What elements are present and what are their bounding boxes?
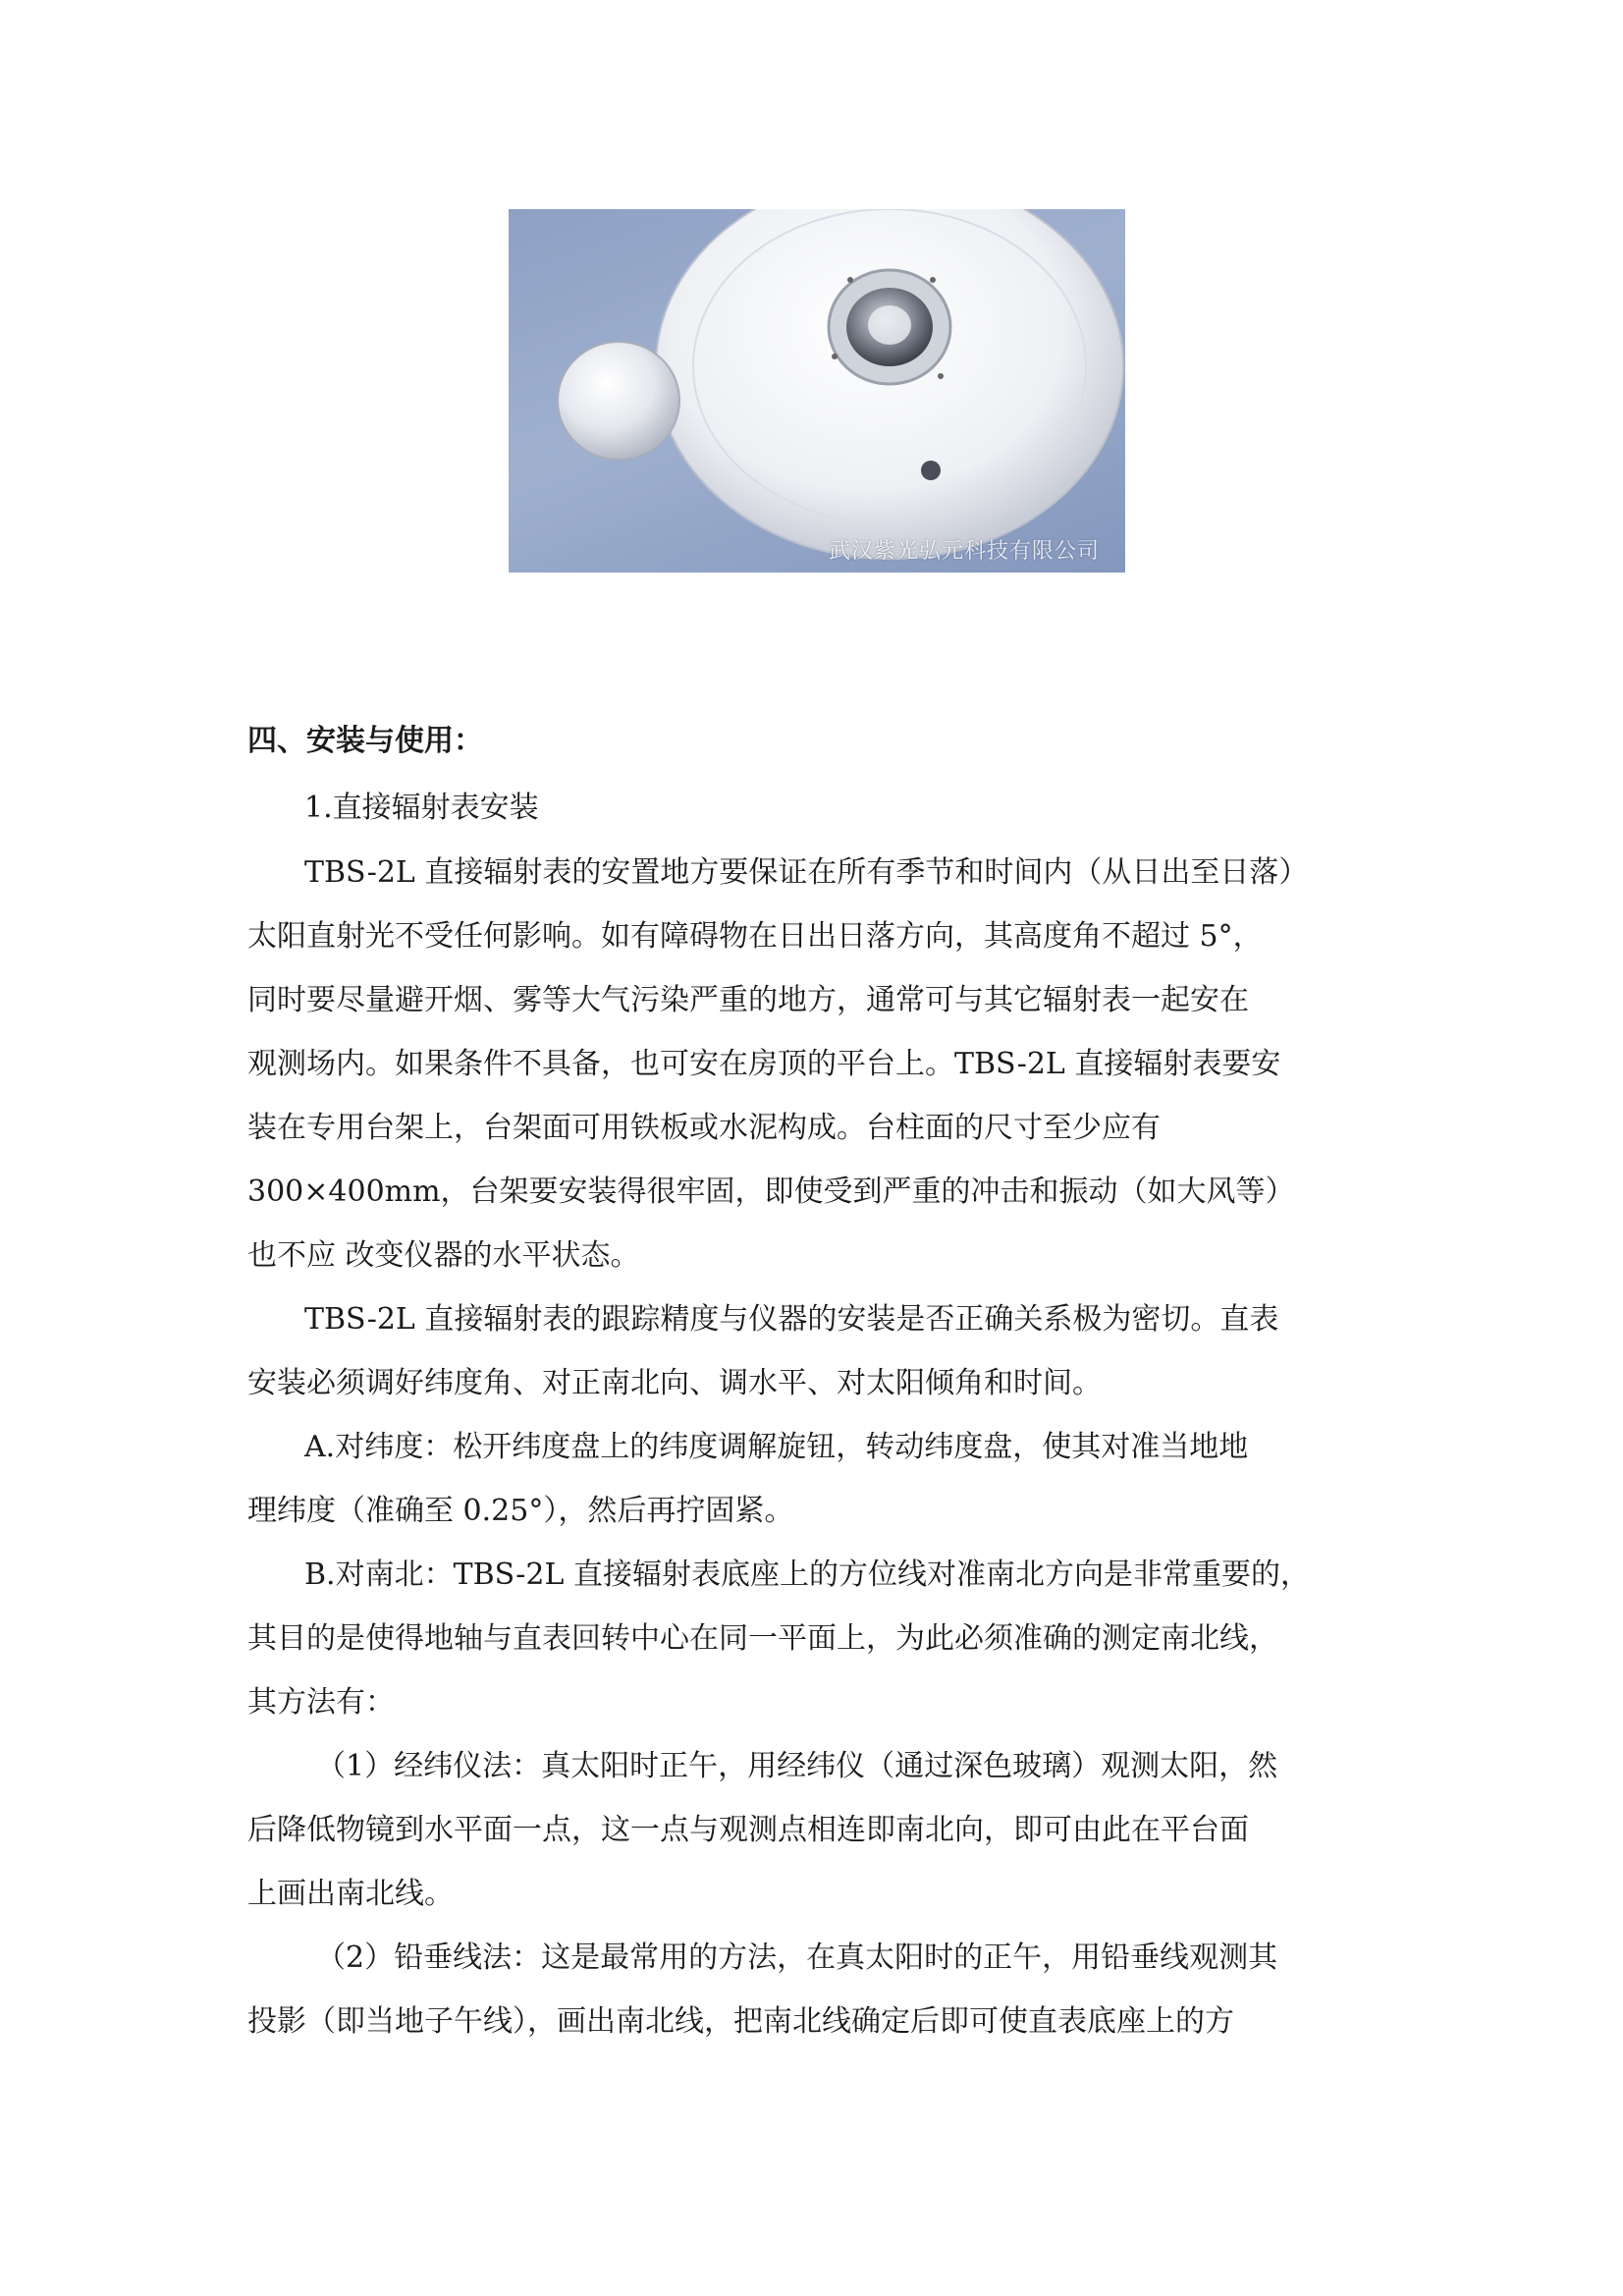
paragraph-line: TBS-2L 直接辐射表的跟踪精度与仪器的安装是否正确关系极为密切。直表 bbox=[304, 1302, 1279, 1337]
paragraph-line: 上画出南北线。 bbox=[247, 1877, 454, 1911]
paragraph-line: 装在专用台架上，台架面可用铁板或水泥构成。台柱面的尺寸至少应有 bbox=[247, 1111, 1161, 1145]
paragraph-line: 安装必须调好纬度角、对正南北向、调水平、对太阳倾角和时间。 bbox=[247, 1366, 1102, 1400]
paragraph-line: 太阳直射光不受任何影响。如有障碍物在日出日落方向，其高度角不超过 5°， bbox=[247, 919, 1263, 954]
paragraph-line: 投影（即当地子午线），画出南北线，把南北线确定后即可使直表底座上的方 bbox=[247, 2004, 1234, 2039]
paragraph-line: 其目的是使得地轴与直表回转中心在同一平面上，为此必须准确的测定南北线， bbox=[247, 1621, 1278, 1656]
paragraph-line: 也不应 改变仪器的水平状态。 bbox=[247, 1238, 640, 1273]
paragraph-line: （2）铅垂线法：这是最常用的方法，在真太阳时的正午，用铅垂线观测其 bbox=[316, 1941, 1278, 1975]
paragraph-line: B.对南北：TBS-2L 直接辐射表底座上的方位线对准南北方向是非常重要的， bbox=[304, 1558, 1310, 1592]
paragraph-line: 同时要尽量避开烟、雾等大气污染严重的地方，通常可与其它辐射表一起安在 bbox=[247, 983, 1249, 1017]
paragraph-line: A.对纬度：松开纬度盘上的纬度调解旋钮，转动纬度盘，使其对准当地地 bbox=[304, 1430, 1249, 1464]
photo-watermark: 武汉紫光弘元科技有限公司 bbox=[828, 539, 1100, 564]
subheading: 1.直接辐射表安装 bbox=[304, 791, 539, 825]
paragraph-line: 其方法有： bbox=[247, 1685, 395, 1720]
product-photo bbox=[509, 209, 1125, 573]
paragraph-line: 观测场内。如果条件不具备，也可安在房顶的平台上。TBS-2L 直接辐射表要安 bbox=[247, 1047, 1281, 1081]
section-heading: 四、安装与使用： bbox=[247, 724, 483, 758]
paragraph-line: 理纬度（准确至 0.25°），然后再拧固紧。 bbox=[247, 1494, 794, 1528]
paragraph-line: 300×400mm，台架要安装得很牢固，即使受到严重的冲击和振动（如大风等） bbox=[247, 1175, 1295, 1209]
paragraph-line: 后降低物镜到水平面一点，这一点与观测点相连即南北向，即可由此在平台面 bbox=[247, 1813, 1249, 1847]
paragraph-line: TBS-2L 直接辐射表的安置地方要保证在所有季节和时间内（从日出至日落） bbox=[304, 855, 1309, 890]
pyranometer-image bbox=[509, 209, 1125, 573]
paragraph-line: （1）经纬仪法：真太阳时正午，用经纬仪（通过深色玻璃）观测太阳，然 bbox=[316, 1749, 1278, 1783]
